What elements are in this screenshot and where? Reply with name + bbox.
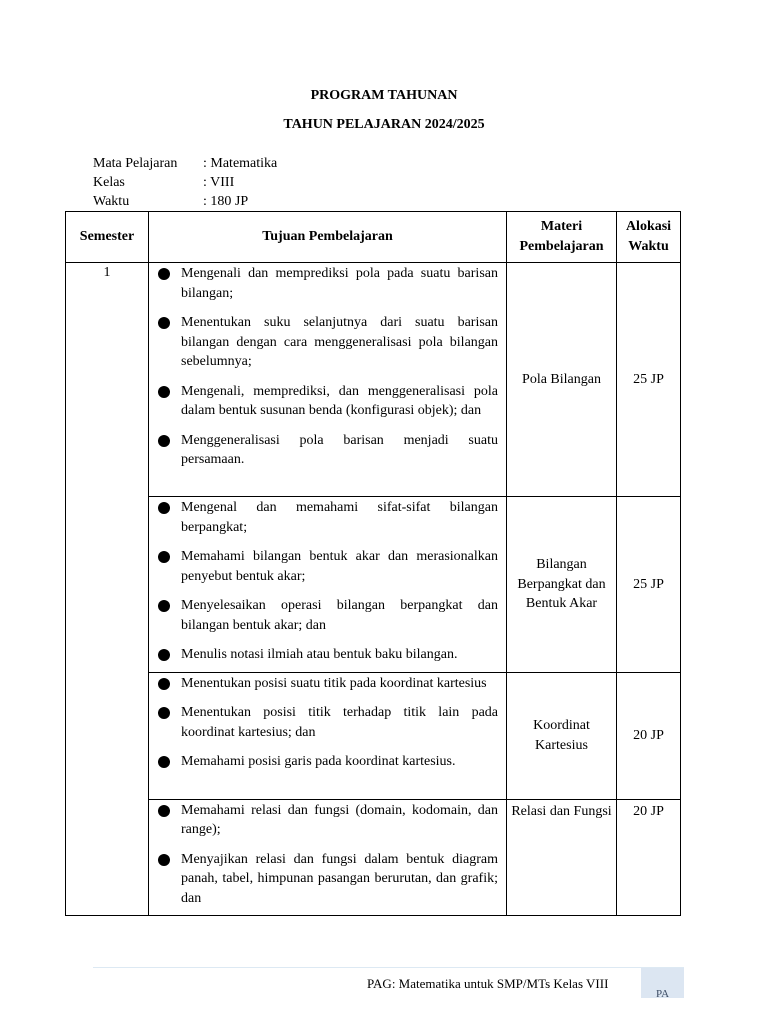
meta-mata-pelajaran — [93, 154, 277, 173]
list-item: Menggeneralisasi pola barisan menjadi suatu persamaan. — [150, 431, 505, 470]
table-row — [66, 497, 681, 673]
alokasi-cell: 25 JP — [617, 497, 681, 673]
meta-value: : 180 JP — [203, 194, 249, 209]
meta-label: Kelas — [93, 175, 125, 190]
meta-label: Waktu — [93, 194, 130, 209]
footer-divider — [93, 967, 684, 968]
meta-label: Mata Pelajaran — [93, 156, 178, 171]
list-item: Memahami posisi garis pada koordinat kartesius. — [150, 752, 505, 772]
alokasi-cell: 20 JP — [617, 799, 681, 916]
table-row — [66, 263, 681, 497]
materi-cell: Bilangan Berpangkat dan Bentuk Akar — [507, 497, 617, 673]
table-row — [66, 672, 681, 799]
bullet-icon — [158, 805, 170, 817]
table-header-row — [66, 212, 681, 263]
header-alokasi: Alokasi Waktu — [617, 212, 681, 263]
materi-cell: Relasi dan Fungsi — [507, 799, 617, 916]
bullet-icon — [158, 502, 170, 514]
tujuan-cell — [149, 263, 507, 497]
header-semester: Semester — [66, 212, 149, 263]
meta-value: : Matematika — [203, 156, 278, 171]
meta-value: : VIII — [203, 175, 235, 190]
document-subtitle: TAHUN PELAJARAN 2024/2025 — [283, 117, 485, 132]
bullet-icon — [158, 551, 170, 563]
list-item: Menyajikan relasi dan fungsi dalam bentuk diagram panah, tabel, himpunan pasangan berurutan, dan grafik; dan — [150, 850, 505, 909]
bullet-icon — [158, 317, 170, 329]
list-item: Mengenali dan memprediksi pola pada suatu barisan bilangan; — [150, 264, 505, 303]
bullet-icon — [158, 435, 170, 447]
bullet-icon — [158, 268, 170, 280]
alokasi-cell: 20 JP — [617, 672, 681, 799]
footer-text: PAG: Matematika untuk SMP/MTs Kelas VIII — [367, 976, 609, 991]
list-item: Menentukan posisi suatu titik pada koordinat kartesius — [150, 674, 505, 694]
semester-cell: 1 — [66, 263, 149, 916]
list-item: Memahami bilangan bentuk akar dan merasionalkan penyebut bentuk akar; — [150, 547, 505, 586]
document-title: PROGRAM TAHUNAN — [310, 88, 458, 103]
tujuan-cell — [149, 799, 507, 916]
bullet-icon — [158, 649, 170, 661]
materi-cell: Koordinat Kartesius — [507, 672, 617, 799]
program-table — [65, 211, 681, 916]
list-item: Menulis notasi ilmiah atau bentuk baku bilangan. — [150, 645, 505, 665]
list-item: Mengenal dan memahami sifat-sifat bilangan berpangkat; — [150, 498, 505, 537]
list-item: Menentukan posisi titik terhadap titik lain pada koordinat kartesius; dan — [150, 703, 505, 742]
page-number-box — [641, 968, 684, 998]
bullet-icon — [158, 678, 170, 690]
meta-kelas — [93, 173, 234, 192]
bullet-icon — [158, 707, 170, 719]
header-materi: Materi Pembelajaran — [507, 212, 617, 263]
header-tujuan: Tujuan Pembelajaran — [149, 212, 507, 263]
list-item: Menyelesaikan operasi bilangan berpangkat dan bilangan bentuk akar; dan — [150, 596, 505, 635]
list-item: Memahami relasi dan fungsi (domain, kodomain, dan range); — [150, 801, 505, 840]
list-item: Menentukan suku selanjutnya dari suatu barisan bilangan dengan cara menggeneralisasi pola bilangan sebelumnya; — [150, 313, 505, 372]
bullet-icon — [158, 600, 170, 612]
table-row — [66, 799, 681, 916]
materi-cell: Pola Bilangan — [507, 263, 617, 497]
bullet-icon — [158, 386, 170, 398]
tujuan-cell — [149, 497, 507, 673]
meta-waktu — [93, 192, 248, 211]
tujuan-cell — [149, 672, 507, 799]
bullet-icon — [158, 756, 170, 768]
bullet-icon — [158, 854, 170, 866]
alokasi-cell: 25 JP — [617, 263, 681, 497]
list-item: Mengenali, memprediksi, dan menggeneralisasi pola dalam bentuk susunan benda (konfigurasi objek); dan — [150, 382, 505, 421]
page-number: PA — [655, 988, 670, 1000]
